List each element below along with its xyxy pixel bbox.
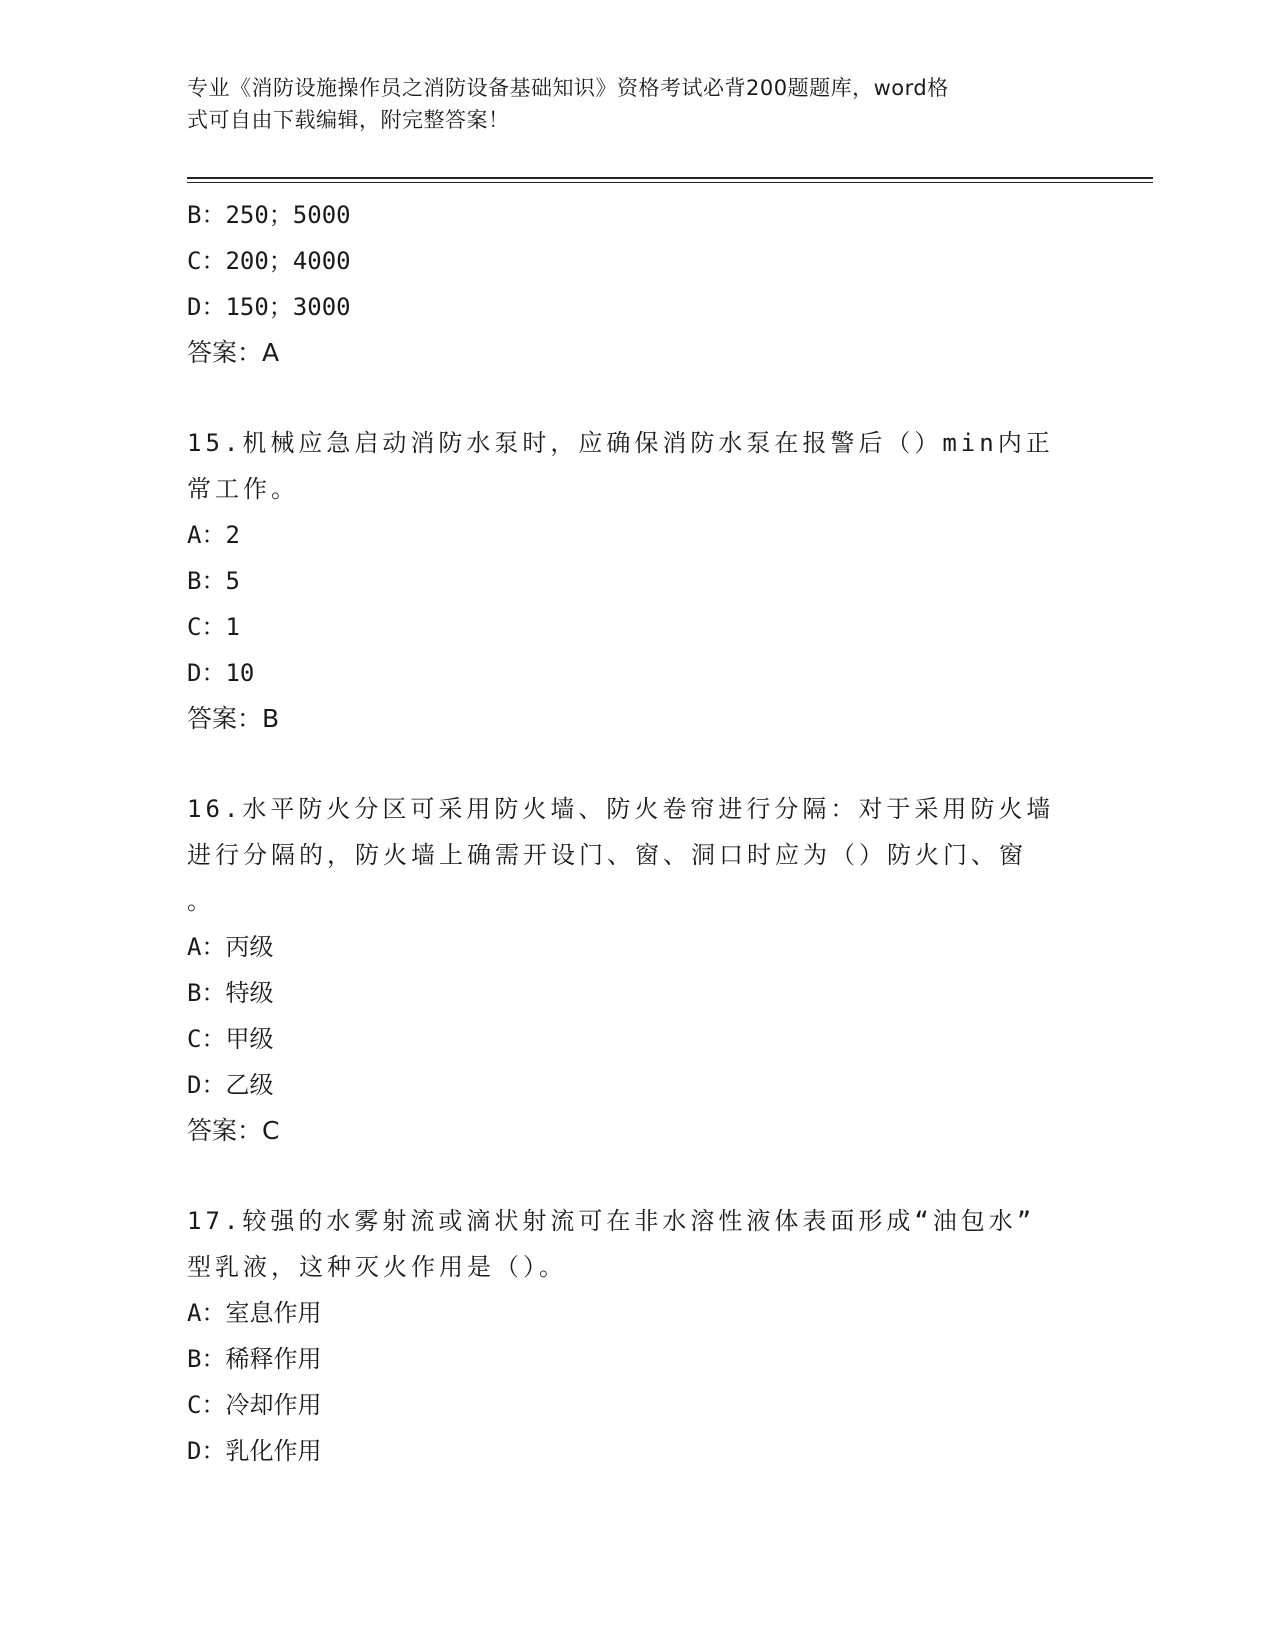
question-text (187, 786, 1067, 924)
option-d: D：10 (187, 659, 255, 687)
option-c: C：200；4000 (187, 247, 351, 275)
answer-line: 答案：C (187, 1116, 280, 1145)
answer-line: 答案：A (187, 338, 280, 367)
question-line: 。 (187, 887, 215, 915)
option-d: D：乙级 (187, 1071, 274, 1099)
option-b: B：5 (187, 567, 240, 595)
question-block-15 (187, 420, 1067, 742)
option-b: B：稀释作用 (187, 1345, 322, 1373)
question-line: 常工作。 (187, 475, 299, 503)
option-a: A：室息作用 (187, 1299, 322, 1327)
option-b: B：特级 (187, 979, 274, 1007)
prev-question-block (187, 192, 1067, 376)
header-rule-thick (187, 177, 1153, 179)
question-line: 16.水平防火分区可采用防火墙、防火卷帘进行分隔：对于采用防火墙 (187, 795, 1055, 823)
question-line: 17.较强的水雾射流或滴状射流可在非水溶性液体表面形成“油包水” (187, 1207, 1036, 1235)
header-line-1: 专业《消防设施操作员之消防设备基础知识》资格考试必背200题题库，word格 (187, 76, 949, 100)
question-line: 进行分隔的，防火墙上确需开设门、窗、洞口时应为（）防火门、窗 (187, 841, 1027, 869)
question-line: 15.机械应急启动消防水泵时，应确保消防水泵在报警后（）min内正 (187, 429, 1054, 457)
document-header (187, 72, 1067, 136)
question-line: 型乳液，这种灭火作用是（）。 (187, 1253, 567, 1281)
header-line-2: 式可自由下载编辑，附完整答案！ (187, 108, 510, 132)
option-a: A：丙级 (187, 933, 274, 961)
question-text (187, 420, 1067, 512)
option-d: D：150；3000 (187, 293, 351, 321)
answer-line: 答案：B (187, 704, 280, 733)
question-text (187, 1198, 1067, 1290)
header-rule-thin (187, 182, 1153, 183)
option-c: C：甲级 (187, 1025, 274, 1053)
option-a: A：2 (187, 521, 240, 549)
question-block-17 (187, 1198, 1067, 1474)
option-d: D：乳化作用 (187, 1437, 322, 1465)
option-b: B：250；5000 (187, 201, 351, 229)
option-c: C：1 (187, 613, 240, 641)
option-c: C：冷却作用 (187, 1391, 322, 1419)
question-block-16 (187, 786, 1067, 1154)
document-body (187, 192, 1067, 1474)
